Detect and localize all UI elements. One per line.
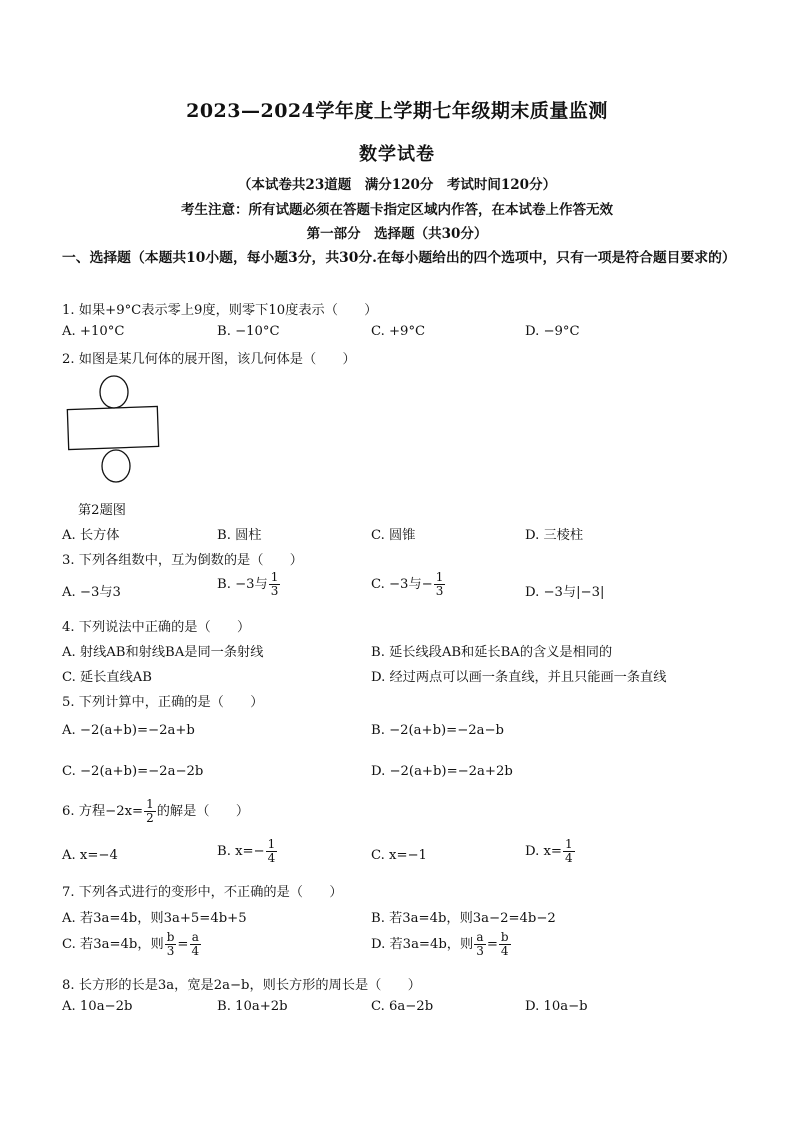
question-7-option-a: A. 若3a=4b，则3a+5=4b+5 (62, 911, 247, 926)
option-d-text: D. 若3a=4b，则 (371, 937, 474, 952)
option-d-text: D. x= (525, 844, 562, 859)
question-1-option-d: D. −9°C (525, 324, 580, 339)
fraction (474, 931, 486, 958)
question-7-stem: 7. 下列各式进行的变形中，不正确的是（ ） (62, 885, 343, 900)
fraction-numerator: 1 (564, 837, 573, 851)
question-3-option-b (217, 571, 281, 598)
exam-title: 2023—2024学年度上学期七年级期末质量监测 (186, 100, 608, 122)
fraction-denominator: 3 (166, 944, 175, 958)
fraction-numerator: a (476, 930, 484, 944)
question-4-option-d: D. 经过两点可以画一条直线，并且只能画一条直线 (371, 670, 667, 685)
exam-subtitle: 数学试卷 (359, 144, 435, 165)
question-6-option-d (525, 838, 576, 865)
question-8-option-d: D. 10a−b (525, 999, 588, 1014)
fraction-numerator: 1 (146, 797, 154, 811)
question-8-option-c: C. 6a−2b (371, 999, 434, 1014)
fraction (165, 931, 177, 958)
exam-notice: 考生注意：所有试题必须在答题卡指定区域内作答，在本试卷上作答无效 (181, 202, 613, 218)
question-2-option-b: B. 圆柱 (217, 528, 262, 543)
fraction-denominator: 4 (267, 851, 276, 865)
question-5-option-c: C. −2(a+b)=−2a−2b (62, 764, 204, 779)
question-8-option-a: A. 10a−2b (62, 999, 133, 1014)
question-7-option-c (62, 931, 202, 958)
question-5-option-a: A. −2(a+b)=−2a+b (62, 723, 195, 738)
question-6-stem-pre: 6. 方程−2x= (62, 804, 144, 819)
question-3-option-a: A. −3与3 (62, 585, 121, 600)
question-2-option-d: D. 三棱柱 (525, 528, 584, 543)
equals-sign: = (486, 937, 498, 952)
fraction (434, 571, 446, 598)
question-6-option-a: A. x=−4 (62, 848, 118, 863)
fraction (499, 931, 511, 958)
question-6-stem-post: 的解是（ ） (156, 804, 250, 819)
fraction-numerator: 1 (267, 837, 276, 851)
question-7-option-b: B. 若3a=4b，则3a−2=4b−2 (371, 911, 556, 926)
question-5-option-d: D. −2(a+b)=−2a+2b (371, 764, 513, 779)
question-2-option-a: A. 长方体 (62, 528, 120, 543)
fraction-numerator: 1 (270, 570, 279, 584)
part-heading: 第一部分 选择题（共30分） (306, 226, 488, 242)
fraction-numerator: 1 (435, 570, 444, 584)
fraction-numerator: b (166, 930, 175, 944)
net-rectangle (67, 406, 158, 449)
fraction-denominator: 3 (476, 944, 484, 958)
question-8-option-b: B. 10a+2b (217, 999, 288, 1014)
question-5-option-b: B. −2(a+b)=−2a−b (371, 723, 505, 738)
question-2-option-c: C. 圆锥 (371, 528, 416, 543)
question-1-stem: 1. 如果+9°C表示零上9度，则零下10度表示（ ） (62, 303, 378, 318)
fraction-denominator: 4 (500, 944, 509, 958)
question-6-option-b (217, 838, 278, 865)
fraction (144, 798, 156, 825)
question-1-option-b: B. −10°C (217, 324, 280, 339)
question-2-stem: 2. 如图是某几何体的展开图，该几何体是（ ） (62, 352, 356, 367)
question-3-stem: 3. 下列各组数中，互为倒数的是（ ） (62, 553, 303, 568)
question-4-option-a: A. 射线AB和射线BA是同一条射线 (62, 645, 264, 660)
question-2-caption: 第2题图 (78, 503, 126, 518)
fraction-numerator: b (500, 930, 509, 944)
question-1-option-c: C. +9°C (371, 324, 426, 339)
net-bottom-circle (102, 450, 130, 482)
option-c-text: C. −3与− (371, 577, 433, 592)
question-5-stem: 5. 下列计算中，正确的是（ ） (62, 695, 264, 710)
question-4-option-c: C. 延长直线AB (62, 670, 152, 685)
cylinder-net-figure (62, 372, 172, 492)
fraction-denominator: 3 (435, 584, 444, 598)
section-heading: 一、选择题（本题共10小题，每小题3分，共30分.在每小题给出的四个选项中，只有一项是符合题目要求的） (62, 250, 736, 266)
equals-sign: = (177, 937, 189, 952)
question-3-option-d: D. −3与|−3| (525, 585, 605, 600)
option-c-text: C. 若3a=4b，则 (62, 937, 164, 952)
fraction (189, 931, 201, 958)
question-3-option-c (371, 571, 446, 598)
question-4-stem: 4. 下列说法中正确的是（ ） (62, 620, 251, 635)
fraction-denominator: 3 (270, 584, 279, 598)
fraction-denominator: 4 (191, 944, 200, 958)
option-b-text: B. −3与 (217, 577, 268, 592)
fraction (269, 571, 281, 598)
fraction (266, 838, 278, 865)
option-b-text: B. x=− (217, 844, 265, 859)
question-6-option-c: C. x=−1 (371, 848, 427, 863)
fraction-numerator: a (191, 930, 199, 944)
question-7-option-d (371, 931, 512, 958)
net-top-circle (100, 376, 128, 408)
exam-info: （本试卷共23道题 满分120分 考试时间120分） (237, 177, 557, 193)
question-8-stem: 8. 长方形的长是3a，宽是2a−b，则长方形的周长是（ ） (62, 978, 421, 993)
question-1-option-a: A. +10°C (62, 324, 125, 339)
question-6-stem (62, 798, 249, 825)
fraction-denominator: 4 (564, 851, 573, 865)
fraction (563, 838, 575, 865)
fraction-denominator: 2 (146, 811, 154, 825)
question-4-option-b: B. 延长线段AB和延长BA的含义是相同的 (371, 645, 613, 660)
